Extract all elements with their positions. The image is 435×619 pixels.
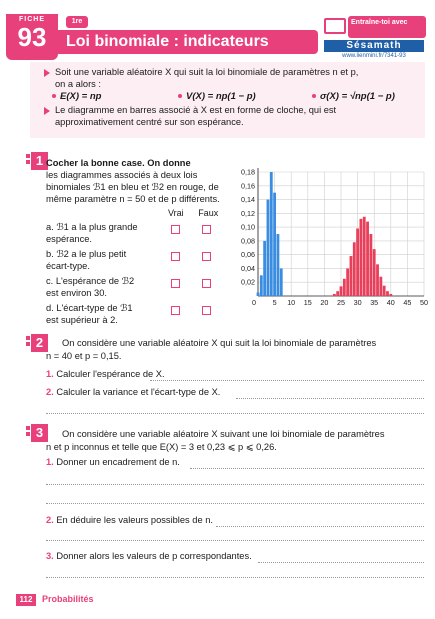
bar-b2 bbox=[360, 219, 363, 296]
answer-line[interactable] bbox=[46, 540, 424, 541]
exercise-3-line1: On considère une variable aléatoire X suivant une loi binomiale de paramètres bbox=[62, 429, 385, 439]
bar-b1 bbox=[263, 241, 266, 296]
item-d-line2: est supérieur à 2. bbox=[46, 315, 118, 325]
intro-box bbox=[30, 62, 425, 138]
bar-b2 bbox=[336, 291, 339, 296]
checkbox-a-true[interactable] bbox=[171, 225, 180, 234]
item-c-line1: c. L'espérance de ℬ2 bbox=[46, 276, 135, 286]
checkbox-b-false[interactable] bbox=[202, 252, 211, 261]
x-tick-label: 45 bbox=[403, 298, 412, 307]
y-tick-label: 0,14 bbox=[241, 195, 255, 205]
col-true-label: Vrai bbox=[168, 208, 184, 218]
fiche-label: FICHE bbox=[19, 16, 45, 23]
bullet-triangle-icon bbox=[44, 107, 50, 115]
bar-b2 bbox=[363, 217, 366, 296]
x-tick-label: 20 bbox=[320, 298, 329, 307]
binomial-bar-chart bbox=[228, 158, 428, 308]
level-badge: 1re bbox=[66, 16, 88, 28]
q-number: 2. bbox=[46, 387, 54, 397]
item-b-line1: b. ℬ2 a le plus petit bbox=[46, 249, 127, 259]
bullet-dot-icon bbox=[52, 94, 56, 98]
checkbox-d-true[interactable] bbox=[171, 306, 180, 315]
bar-b1 bbox=[277, 234, 280, 296]
item-d bbox=[46, 302, 166, 326]
answer-line[interactable] bbox=[46, 413, 424, 414]
sesamath-box[interactable] bbox=[322, 14, 426, 62]
true-false-header bbox=[168, 208, 218, 218]
answer-line[interactable] bbox=[258, 562, 424, 563]
bar-b1 bbox=[267, 200, 270, 296]
y-tick-label: 0,18 bbox=[241, 167, 255, 177]
bar-b2 bbox=[340, 286, 343, 296]
sesamath-train-label: Entraîne-toi avec bbox=[348, 16, 426, 38]
bar-b2 bbox=[383, 286, 386, 296]
bar-b2 bbox=[366, 222, 369, 296]
intro-line2: on a alors : bbox=[55, 79, 101, 89]
x-tick-label: 10 bbox=[287, 298, 296, 307]
exercise-1-line: même paramètre n = 50 et de p différents. bbox=[46, 194, 220, 204]
item-c-line2: est environ 30. bbox=[46, 288, 107, 298]
col-false-label: Faux bbox=[198, 208, 219, 218]
bar-b2 bbox=[389, 294, 392, 296]
exercise-2-line1: On considère une variable aléatoire X qui suit la loi binomiale de paramètres bbox=[62, 338, 377, 348]
q-text: Calculer l'espérance de X. bbox=[56, 369, 165, 379]
x-tick-label: 40 bbox=[386, 298, 395, 307]
q-number: 3. bbox=[46, 551, 54, 561]
exercise-1-line: les diagrammes associés à deux lois bbox=[46, 170, 198, 180]
answer-line[interactable] bbox=[216, 526, 424, 527]
sesamath-logo: Sésamath bbox=[324, 40, 424, 52]
exercise-3-q2 bbox=[46, 515, 213, 525]
exercise-1-badge bbox=[26, 152, 48, 170]
x-tick-label: 35 bbox=[370, 298, 379, 307]
bar-b2 bbox=[376, 264, 379, 296]
q-number: 2. bbox=[46, 515, 54, 525]
q-text: Donner un encadrement de n. bbox=[56, 457, 180, 467]
bar-b1 bbox=[270, 172, 273, 296]
exercise-2-number: 2 bbox=[31, 334, 48, 352]
item-d-line1: d. L'écart-type de ℬ1 bbox=[46, 303, 133, 313]
q-text: Donner alors les valeurs de p correspondantes. bbox=[56, 551, 252, 561]
page-footer bbox=[0, 590, 435, 610]
bar-b1 bbox=[260, 275, 263, 296]
y-tick-label: 0,16 bbox=[241, 181, 255, 191]
exercise-3-line2: n et p inconnus et telle que E(X) = 3 et 0,23 ⩽ p ⩽ 0,26. bbox=[46, 442, 277, 452]
exercise-3-number: 3 bbox=[31, 424, 48, 442]
x-tick-label: 15 bbox=[303, 298, 312, 307]
answer-line[interactable] bbox=[190, 468, 424, 469]
x-tick-label: 0 bbox=[252, 298, 256, 307]
bar-b2 bbox=[343, 279, 346, 296]
exercise-3-q1 bbox=[46, 457, 180, 467]
checkbox-d-false[interactable] bbox=[202, 306, 211, 315]
bullet-dot-icon bbox=[178, 94, 182, 98]
bar-b2 bbox=[386, 291, 389, 296]
y-tick-label: 0,02 bbox=[241, 277, 255, 287]
x-tick-label: 5 bbox=[272, 298, 277, 307]
x-tick-label: 50 bbox=[420, 298, 428, 307]
exercise-1-line: Cocher la bonne case. On donne bbox=[46, 158, 191, 168]
page-title: Loi binomiale : indicateurs bbox=[58, 30, 318, 54]
item-c bbox=[46, 275, 166, 299]
intro-line1: Soit une variable aléatoire X qui suit la loi binomiale de paramètres n et p, bbox=[55, 67, 359, 77]
bar-b2 bbox=[346, 268, 349, 296]
item-a bbox=[46, 221, 166, 245]
bullet-triangle-icon bbox=[44, 69, 50, 77]
item-a-line2: espérance. bbox=[46, 234, 92, 244]
bar-b2 bbox=[333, 294, 336, 296]
sesamath-url[interactable]: www.lienmini.fr/7341-93 bbox=[342, 53, 406, 59]
formula-expectation: E(X) = np bbox=[60, 91, 102, 102]
exercise-1-number: 1 bbox=[31, 152, 48, 170]
answer-line[interactable] bbox=[46, 484, 424, 485]
x-tick-label: 25 bbox=[337, 298, 345, 307]
monitor-icon bbox=[324, 18, 346, 34]
exercise-2-line2: n = 40 et p = 0,15. bbox=[46, 351, 122, 361]
checkbox-c-true[interactable] bbox=[171, 279, 180, 288]
y-tick-label: 0,10 bbox=[241, 222, 255, 232]
exercise-1-statement bbox=[46, 157, 226, 205]
formula-variance: V(X) = np(1 − p) bbox=[186, 91, 256, 102]
bar-b2 bbox=[379, 277, 382, 296]
bar-b1 bbox=[257, 293, 260, 296]
checkbox-a-false[interactable] bbox=[202, 225, 211, 234]
y-tick-label: 0,06 bbox=[241, 250, 255, 260]
intro-line3: Le diagramme en barres associé à X est en forme de cloche, qui est bbox=[55, 105, 337, 115]
exercise-2-badge bbox=[26, 334, 48, 352]
bar-b2 bbox=[373, 249, 376, 296]
exercise-2-q2 bbox=[46, 387, 220, 397]
exercise-3-badge bbox=[26, 424, 48, 442]
exercise-3-q3 bbox=[46, 551, 252, 561]
answer-line[interactable] bbox=[150, 380, 424, 381]
intro-line4: approximativement centré sur son espérance. bbox=[55, 117, 244, 127]
item-b bbox=[46, 248, 166, 272]
bar-b1 bbox=[280, 268, 283, 296]
answer-line[interactable] bbox=[46, 577, 424, 578]
q-text: Calculer la variance et l'écart-type de X. bbox=[56, 387, 221, 397]
formula-stddev: σ(X) = √np(1 − p) bbox=[320, 91, 395, 102]
y-tick-label: 0,12 bbox=[241, 208, 255, 218]
item-a-line1: a. ℬ1 a la plus grande bbox=[46, 222, 138, 232]
y-tick-label: 0,04 bbox=[241, 263, 255, 273]
bar-b2 bbox=[369, 234, 372, 296]
checkbox-b-true[interactable] bbox=[171, 252, 180, 261]
y-tick-label: 0,08 bbox=[241, 236, 255, 246]
bullet-dot-icon bbox=[312, 94, 316, 98]
item-b-line2: écart-type. bbox=[46, 261, 90, 271]
fiche-tab bbox=[6, 14, 58, 60]
q-text: En déduire les valeurs possibles de n. bbox=[56, 515, 213, 525]
fiche-number: 93 bbox=[17, 22, 47, 52]
q-number: 1. bbox=[46, 457, 54, 467]
page-number: 112 bbox=[16, 594, 36, 606]
bar-b2 bbox=[350, 256, 353, 296]
bar-b2 bbox=[356, 228, 359, 296]
section-name: Probabilités bbox=[42, 594, 94, 604]
checkbox-c-false[interactable] bbox=[202, 279, 211, 288]
bar-b1 bbox=[273, 193, 276, 296]
x-tick-label: 30 bbox=[353, 298, 362, 307]
exercise-1-line: binomiales ℬ1 en bleu et ℬ2 en rouge, de bbox=[46, 182, 219, 192]
answer-line[interactable] bbox=[236, 398, 424, 399]
exercise-2-q1 bbox=[46, 369, 165, 379]
answer-line[interactable] bbox=[46, 503, 424, 504]
bar-b2 bbox=[353, 242, 356, 296]
q-number: 1. bbox=[46, 369, 54, 379]
